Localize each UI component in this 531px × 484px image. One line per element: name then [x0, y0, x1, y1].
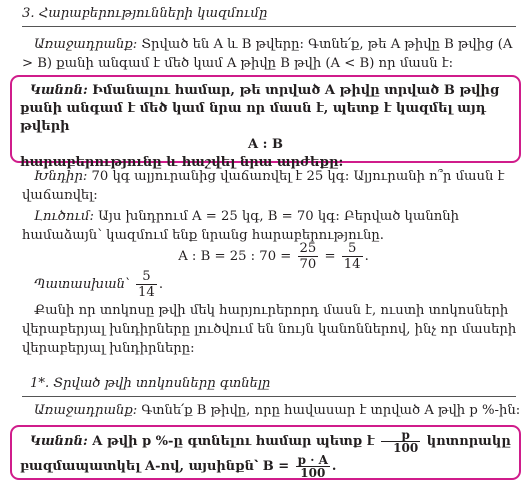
fraction-5-14: $\frac{5}{14}$: [343, 241, 361, 272]
rule2-text-c: բազմապատկել A-ով, այսինքն՝ B =: [20, 459, 290, 474]
solution-paragraph: [22, 207, 525, 245]
rule-ratio: A : B: [248, 137, 283, 152]
solution-text: Այս խնդրում A = 25 կգ, B = 70 կգ: Բերված կանոնի համաձայն՝ կազմում ենք նրանց հարաբերությունը.: [22, 209, 460, 243]
solution-label: Լուծում:: [34, 209, 94, 224]
subsection-heading: 1*. Տրված թվի տոկոսները գտնելը: [30, 376, 271, 391]
task2-text: Գտնե՛ք B թիվը, որը հավասար է տրված A թվի p %-ին:: [137, 403, 521, 418]
problem-text: 70 կգ ալյուրանից վաճառվել է 25 կգ: Ալյուրանի ո՞ր մասն է վաճառվել:: [22, 169, 505, 203]
rule2-period: .: [331, 459, 337, 474]
percent-note: Քանի որ տոկոսը թվի մեկ հարյուրերորդ մասն է, ուստի տոկոսների վերաբերյալ խնդիրները լուծվում են նույն կանոններով, ինչ որ մասերի վերաբերյալ խնդիրները:: [22, 303, 517, 356]
task-label: Առաջադրանք:: [34, 37, 138, 52]
rule2-text-b: կոտորակը: [422, 434, 511, 449]
fraction-25-70: $\frac{25}{70}$: [299, 241, 317, 272]
rule2-text-a: A թվի p %-ը գտնելու համար պետք է: [87, 434, 375, 449]
equation-equals: =: [324, 249, 336, 264]
subsection-underline: [22, 396, 516, 397]
answer-label: Պատասխան՝: [34, 277, 130, 292]
problem-paragraph: [22, 167, 525, 205]
equation-lhs: A : B = 25 : 70 =: [178, 249, 292, 264]
equation-period: .: [364, 249, 369, 264]
rule-text-end: հարաբերությունը և հաշվել նրա արժեքը:: [20, 155, 344, 170]
task2-paragraph: [22, 401, 525, 420]
fraction-p-100: $\frac{p}{100}$: [381, 429, 420, 454]
fraction-pA-100: $\frac{p \cdot A}{100}$: [297, 453, 328, 480]
rule-text: Իմանալու համար, թե տրված A թիվը տրված B թվից քանի անգամ է մեծ կամ նրա որ մասն է, պետք է կազմել այդ թվերի: [20, 83, 500, 134]
task-paragraph: [22, 35, 525, 73]
answer-fraction: $\frac{5}{14}$: [138, 269, 155, 300]
answer-period: .: [158, 277, 164, 292]
heading-underline: [22, 26, 516, 27]
task2-label: Առաջադրանք:: [34, 403, 138, 418]
rule-label: Կանոն:: [30, 83, 88, 98]
section-heading: 3. Հարաբերությունների կազմումը: [22, 6, 268, 21]
rule-box: [10, 75, 521, 170]
problem-label: Խնդիր:: [34, 169, 88, 184]
task-text: Տրված են A և B թվերը: Գտնե՛ք, թե A թիվը B թվից (A > B) քանի անգամ է մեծ կամ A թիվը B թվի (A < B) որ մասն է:: [22, 37, 513, 71]
equation: [22, 241, 525, 272]
rule2-label: Կանոն:: [30, 434, 88, 449]
rule-box-2: [10, 425, 521, 480]
answer-line: [34, 269, 525, 300]
